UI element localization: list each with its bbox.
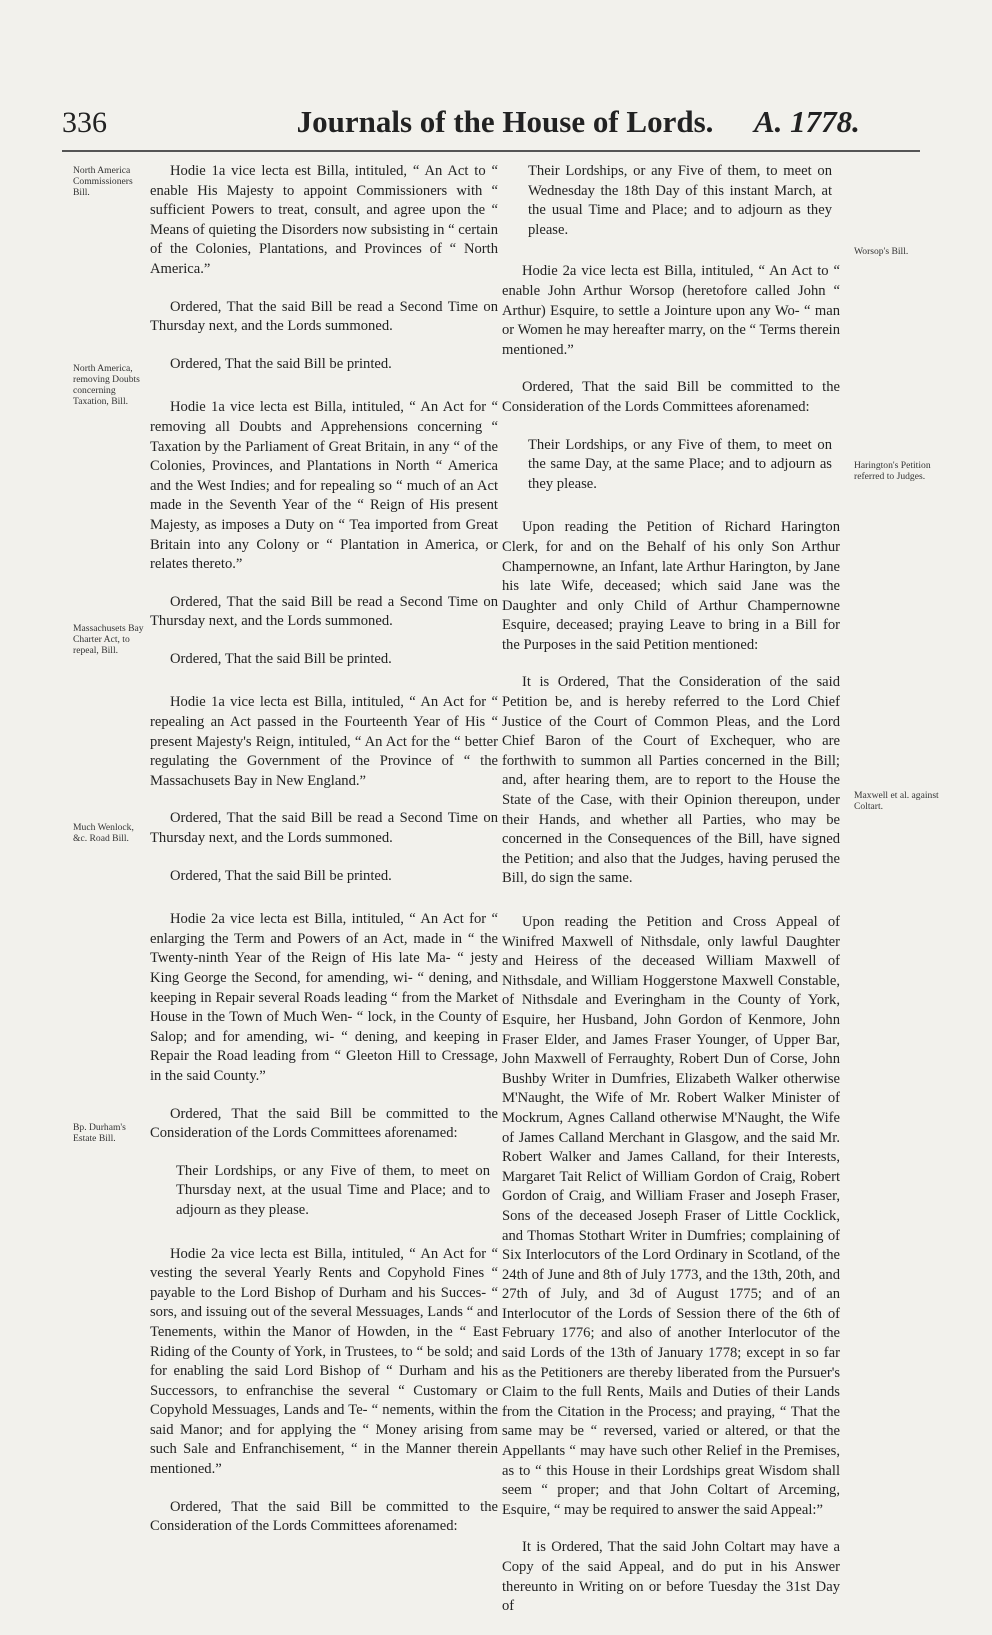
order-paragraph: Ordered, That the said Bill be committed to the Consideration of the Lords Committees aforenamed: [150,1105,498,1142]
left-column [150,162,498,1555]
petition-paragraph: Upon reading the Petition and Cross Appeal of Winifred Maxwell of Nithsdale, only lawful Daughter and Heiress of the deceased William Maxwell of Nithsdale, and William Hoggerstone Maxwell Constable, of Nithsdale and Everingham in the County of York, Esquire, her Husband, John Gordon of Kenmore, John Fraser Elder, and James Fraser Younger, of Upper Bar, John Maxwell of Ferraughty, Robert Dun of Corse, John Bushby Writer in Dumfries, Elizabeth Walker otherwise M'Naught, the Wife of Mr. Robert Walker Minister of Mockrum, Agnes Calland otherwise M'Naught, the Wife of James Calland Merchant in Glasgow, and the said Mr. Robert Walker and James Calland, for their Interests, Margaret Tait Relict of William Gordon of Craig, Robert Gordon of Craig, and William Fraser and Joseph Fraser, Sons of the deceased Joseph Fraser of Little Cocklick, and Thomas Stothart Writer in Dumfries; complaining of Six Interlocutors of the Lord Ordinary in Scotland, of the 24th of June and 8th of July 1773, and the 13th, 20th, and 27th of July, and 3d of August 1775; and of an Interlocutor of the Lords of Session there of the 6th of February 1776; and also of another Interlocutor of the said Lords of the 13th of January 1778; except in so far as the Petitioners are thereby liberated from the Pursuer's Claim to the full Rents, Mails and Duties of their Lands from the Citation in the Process; and praying, “ That the same may be “ reversed, varied or altered, or that the Appellants “ may have such other Relief in the Premises, as to “ this House in their Lordships great Wisdom shall seem “ proper; and that John Coltart of Arceming, Esquire, “ may be required to answer the said Appeal:” [502,914,840,1518]
order-paragraph: Ordered, That the said Bill be read a Second Time on Thursday next, and the Lords summoned. [150,810,498,847]
committee-meeting: Their Lordships, or any Five of them, to meet on the same Day, at the same Place; and to adjourn as they please. [528,436,832,492]
order-paragraph: It is Ordered, That the Consideration of the said Petition be, and is hereby referred to the Lord Chief Justice of the Court of Common Pleas, and the Lord Chief Baron of the Court of Exchequer, who are forthwith to summon all Parties concerned in the Bill; and, after hearing them, are to report to the House the State of the Case, with their Opinion thereupon, under their Hands, and whether all Parties, who may be concerned in the Consequences of the Bill, have signed the Petition; and also that the Judges, having perused the Bill, do sign the same. [502,674,840,887]
journal-year: A. 1778. [754,104,860,139]
bill-reading: Hodie 2a vice lecta est Billa, intituled, “ An Act for “ vesting the several Yearly Rents and Copyhold Fines “ payable to the Lord Bishop of Durham and his Succes- “ sors, and issuing out of the several Messuages, Lands “ and Tenements, within the Manor of Howden, in the “ East Riding of the County of York, in Trustees, to “ be sold; and for enabling the said Lord Bishop of “ Durham and his Successors, to enfranchise the several “ Customary or Copyhold Messuages, Lands and Te- “ nements, within the said Manor; and for applying the “ Money arising from such Sale and Enfranchisement, “ in the Manner therein mentioned.” [150,1245,498,1478]
margin-note: Massachusets Bay Charter Act, to repeal, Bill. [73,623,144,656]
order-paragraph: Ordered, That the said Bill be committed to the Consideration of the Lords Committees aforenamed: [150,1498,498,1535]
page-number: 336 [62,106,107,139]
margin-note: Much Wenlock, &c. Road Bill. [73,822,134,844]
margin-note: North America Commissioners Bill. [73,165,133,198]
committee-meeting: Their Lordships, or any Five of them, to meet on Thursday next, at the usual Time and Place; and to adjourn as they please. [176,1162,490,1218]
petition-paragraph: Upon reading the Petition of Richard Harington Clerk, for and on the Behalf of his only Son Arthur Champernowne, an Infant, late Arthur Harington, by Jane his late Wife, deceased; which said Jane was the Daughter and only Child of Arthur Champernowne Esquire, deceased; praying Leave to bring in a Bill for the Purposes in the said Petition mentioned: [502,519,840,653]
order-paragraph: Ordered, That the said Bill be read a Second Time on Thursday next, and the Lords summoned. [150,298,498,335]
order-paragraph: Ordered, That the said Bill be committed to the Consideration of the Lords Committees aforenamed: [502,379,840,415]
right-column [502,162,840,1635]
margin-note: Maxwell et al. against Coltart. [854,790,939,812]
order-paragraph: Ordered, That the said Bill be printed. [170,867,392,884]
order-paragraph: Ordered, That the said Bill be read a Second Time on Thursday next, and the Lords summoned. [150,593,498,630]
bill-reading: Hodie 1a vice lecta est Billa, intituled, “ An Act to “ enable His Majesty to appoint Commissioners with “ sufficient Powers to treat, consult, and agree upon the “ Means of quieting the Disorders now subsisting in “ certain of the Colonies, Plantations, and Provinces of “ North America.” [150,163,498,277]
order-paragraph: Ordered, That the said Bill be printed. [170,650,392,667]
bill-reading: Hodie 1a vice lecta est Billa, intituled, “ An Act for “ removing all Doubts and Apprehensions concerning “ Taxation by the Parliament of Great Britain, in any “ of the Colonies, Provinces, and Plantations in North “ America and the West Indies; and for repealing so “ much of an Act made in the Seventh Year of the “ Reign of His present Majesty, as imposes a Duty on “ Tea imported from Great Britain into any Colony or “ Plantation in America, or relates thereto.” [150,399,498,573]
order-paragraph: Ordered, That the said Bill be printed. [170,355,392,372]
margin-note: Worsop's Bill. [854,246,909,257]
bill-reading: Hodie 1a vice lecta est Billa, intituled, “ An Act for “ repealing an Act passed in the Fourteenth Year of His “ present Majesty's Reign, intituled, “ An Act for the “ better regulating the Government of the Province of “ the Massachusets Bay in New England.” [150,694,498,789]
margin-note: North America, removing Doubts concerning Taxation, Bill. [73,363,140,407]
journal-title: Journals of the House of Lords. [296,104,714,139]
committee-meeting: Their Lordships, or any Five of them, to meet on Wednesday the 18th Day of this instant March, at the usual Time and Place; and to adjourn as they please. [528,163,832,238]
order-paragraph: It is Ordered, That the said John Coltart may have a Copy of the said Appeal, and do put in his Answer thereunto in Writing on or before Tuesday the 31st Day of [502,1539,840,1615]
margin-note: Harington's Petition referred to Judges. [854,460,931,482]
header-rule [62,150,920,152]
bill-reading: Hodie 2a vice lecta est Billa, intituled, “ An Act for “ enlarging the Term and Powers of an Act, made in “ the Twenty-ninth Year of the Reign of His late Ma- “ jesty King George the Second, for amending, wi- “ dening, and keeping in Repair several Roads leading “ from the Market House in the Town of Much Wen- “ lock, in the County of Salop; and for amending, wi- “ dening, and keeping in Repair the Road leading from “ Gleeton Hill to Cressage, in the said County.” [150,911,498,1084]
bill-reading: Hodie 2a vice lecta est Billa, intituled, “ An Act to “ enable John Arthur Worsop (heretofore called John “ Arthur) Esquire, to settle a Jointure upon any Wo- “ man or Women he may hereafter marry, on the “ Terms therein mentioned.” [502,263,840,358]
margin-note: Bp. Durham's Estate Bill. [73,1122,126,1144]
